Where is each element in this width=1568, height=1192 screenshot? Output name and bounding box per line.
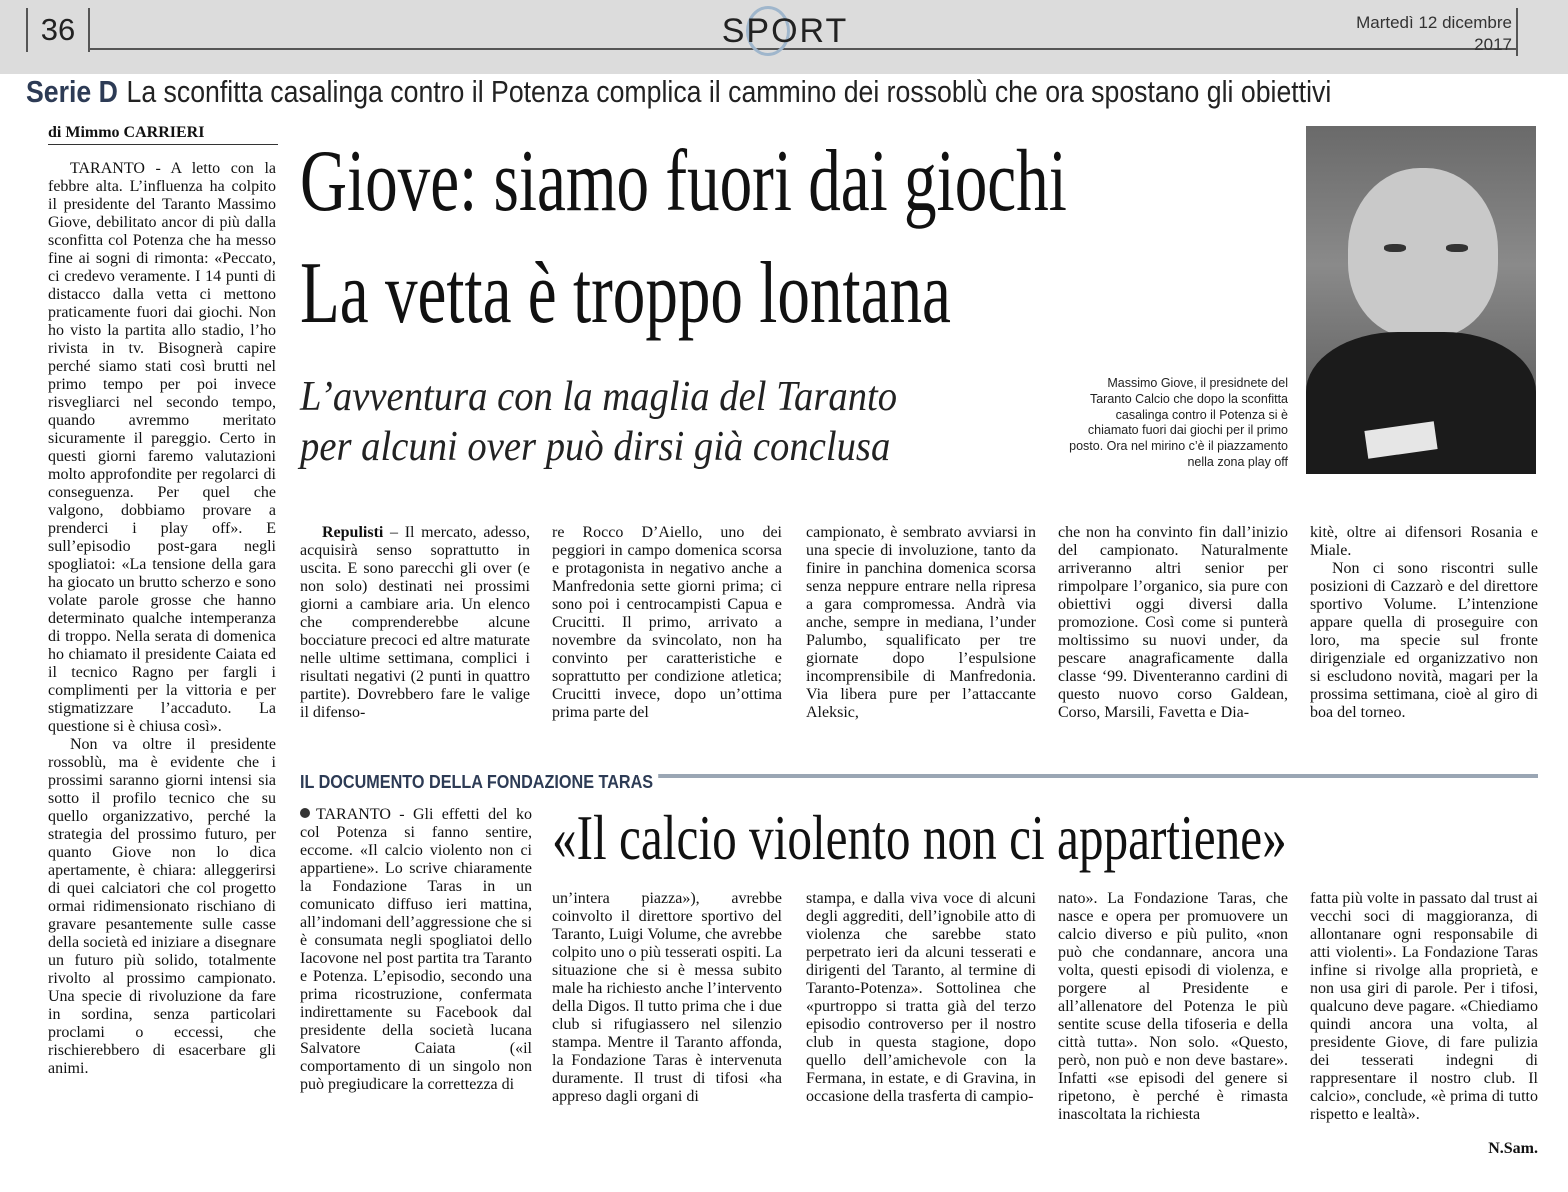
box-column-4 <box>1058 890 1288 1158</box>
box-column-2 <box>552 890 782 1158</box>
article-paragraph: re Rocco D’Aiello, uno dei peggiori in campo domenica scorsa e protagonista in negativo anche a Manfredonia sette giorni prima; ci sono poi i centrocampisti Capua e Crucitti. Il primo, arrivato a novembre da svincolato, non ha convinto per caratteristiche e soprattutto per condizione atletica; Crucitti invece, dopo un’ottima prima parte del <box>552 524 782 721</box>
paragraph-text: TARANTO - Gli effetti del ko col Potenza si fanno sentire, eccome. «Il calcio violento non ci appartiene». Lo scrive chiaramente la Fondazione Taras in un comunicato diffuso ieri mattina, all’indomani dell’aggressione che si è consumata negli spogliatoi dello Iacovone nel post partita tra Taranto e Potenza. L’episodio, secondo una prima ricostruzione, confermata indirettamente su Facebook dal presidente della società lucana Salvatore Caiata («il comportamento di un singolo non può pregiudicare la correttezza di <box>300 806 532 1093</box>
article-paragraph: TARANTO - A letto con la febbre alta. L’influenza ha colpito il presidente del Taranto Massimo Giove, debilitato ancor di più dalla sconfitta col Potenza che ha messo fine ai sogni di rimonta: «Peccato, ci credevo veramente. I 14 punti di distacco dalla vetta ci mettono praticamente fuori dai giochi. Non ho visto la partita allo stadio, l’ho rivista in tv. Bisognerà capire perché siamo stati così brutti nel primo tempo per poi invece risvegliarci nel secondo tempo, quando avremmo meritato sicuramente il pareggio. Certo in questi giorni faremo valutazioni molto approfondite per regolarci di conseguenza. Per quel che valgono, dobbiamo provare a prenderci i play off». E sull’episodio post-gara negli spogliatoi: «La tensione della gara ha giocato un brutto scherzo e sono volate parole grosse che hanno determinato qualche intemperanza di troppo. Nella serata di domenica ho chiamato il presidente Caiata ed il tecnico Ragno per fargli i complimenti per la vittoria e per stigmatizzare l’accaduto. La questione si è chiusa così». <box>48 160 276 735</box>
article-column-4 <box>1058 524 1288 746</box>
paragraph-lead: Repulisti <box>322 524 384 541</box>
kicker-text: La sconfitta casalinga contro il Potenza complica il cammino dei rossoblù che ora spostano gli obiettivi <box>126 74 1332 109</box>
article-column-5 <box>1310 524 1538 746</box>
article-paragraph: un’intera piazza»), avrebbe coinvolto il direttore sportivo del Taranto, Luigi Volume, che avrebbe colpito uno o più tesserati ospiti. La situazione che si è messa subito male ha richiesto anche l’intervento della Digos. Il tutto prima che i due club si rifugiassero nel silenzio stampa. Mentre il Taranto affonda, la Fondazione Taras è intervenuta duramente. Il trust di tifosi «ha appreso dagli organi di <box>552 890 782 1105</box>
section-label: SPORT <box>721 12 849 50</box>
headline <box>300 126 1067 350</box>
article-left-column <box>48 160 276 1160</box>
photo-caption: Massimo Giove, il presidnete del Taranto Calcio che dopo la sconfitta casalinga contro il Potenza si è chiamato fuori dai giochi per il primo posto. Ora nel mirino c’è il piazzamento nella zona play off <box>1069 376 1288 469</box>
article-paragraph: nato». La Fondazione Taras, che nasce e opera per promuovere un calcio diverso e più pulito, «non può che condannare, ancora una volta, questi episodi di violenza, e porgere al Presidente e all’allenatore del Potenza le più sentite scuse della tifoseria e della città tutta». Non solo. «Questo, però, non può e non deve bastare». Infatti «se episodi del genere si ripetono, è perché è rimasta inascoltata la richiesta <box>1058 890 1288 1123</box>
article-paragraph <box>300 524 530 722</box>
headline-line-2: La vetta è troppo lontana <box>300 245 951 342</box>
date-weekday: Martedì 12 dicembre <box>1356 13 1512 32</box>
article-column-2 <box>552 524 782 746</box>
page-number: 36 <box>26 8 90 52</box>
box-label: IL DOCUMENTO DELLA FONDAZIONE TARAS <box>300 772 658 793</box>
photo-body-shape <box>1306 332 1536 474</box>
photo-head-shape <box>1348 168 1498 338</box>
section-title <box>680 12 890 51</box>
subtitle <box>300 372 999 472</box>
headline-line-1: Giove: siamo fuori dai giochi <box>300 133 1067 230</box>
article-paragraph: che non ha convinto fin dall’inizio del campionato. Naturalmente arriveranno altri senior per rimpolpare l’organico, sia pure con obiettivi oggi diversi dalla promozione. Così come si punterà moltissimo su nuovi under, da pescare anagraficamente dalla classe ‘99. Diventeranno cardini di questo nuovo corso Galdean, Corso, Marsili, Favetta e Dia- <box>1058 524 1288 721</box>
article-paragraph: fatta più volte in passato dal trust ai vecchi soci di maggioranza, di allontanare ogni responsabile di atti violenti». La Fondazione Taras infine si rivolge alla proprietà, e non usa giri di parole. Per i tifosi, qualcuno deve pagare. «Chiediamo quindi ancora una volta, al presidente Giove, di fare pulizia dei tesserati indegni di rappresentare il nostro club. Il calcio», conclude, «è prima di tutto rispetto e lealtà». <box>1310 890 1538 1123</box>
article-paragraph: Non ci sono riscontri sulle posizioni di Cazzarò e del direttore sportivo Volume. L’intenzione appare quella di proseguire con loro, ma specie sul fronte dirigenziale ed organizzativo non si escludono novità, magari per la prossima settimana, cioè al giro di boa del torneo. <box>1310 560 1538 721</box>
box-column-3 <box>806 890 1036 1158</box>
article-paragraph: stampa, e dalla viva voce di alcuni degli aggrediti, dell’ignobile atto di violenza che sarebbe stato perpetrato ieri da alcuni tesserati e dirigenti del Taranto, al termine di Taranto-Potenza». Sottolinea che «purtroppo si tratta già del terzo episodio controverso per il nostro club in questa stagione, dopo quello dell’amichevole con la Fermana, in estate, e di Gravina, in occasione della trasferta di campio- <box>806 890 1036 1105</box>
article-paragraph: Non va oltre il presidente rossoblù, ma è evidente che i prossimi saranno giorni intensi sia sotto il profilo tecnico che su quello organizzativo, perché la strategia del prossimo futuro, per quanto Giove non lo dica apertamente, è chiara: alleggerirsi di quei calciatori che col progetto ormai ridimensionato rischiano di gravare pesantemente sulle casse della società ed iniziare a disegnare un futuro più solido, totalmente rivolto al prossimo campionato. Una specie di rivoluzione da fare in sordina, senza particolari proclami o eccessi, che rischierebbero di esacerbare gli animi. <box>48 736 276 1077</box>
portrait-photo <box>1306 126 1536 474</box>
box-column-1 <box>300 806 532 1158</box>
article-paragraph <box>300 806 532 1094</box>
article-paragraph: kitè, oltre ai difensori Rosania e Miale. <box>1310 524 1538 559</box>
photo-eye-shape <box>1446 244 1468 252</box>
article-column-1 <box>300 524 530 746</box>
photo-eye-shape <box>1384 244 1406 252</box>
bullet-icon <box>300 808 310 818</box>
subtitle-line-2: per alcuni over può dirsi già conclusa <box>300 424 891 470</box>
league-tag: Serie D <box>26 74 118 109</box>
kicker <box>26 74 1333 122</box>
article-paragraph: campionato, è sembrato avviarsi in una specie di involuzione, tanto da finire in panchina domenica scorsa senza neppure entrare nella ripresa a gara compromessa. Andrà via anche, sempre in mediana, l’under Palumbo, squalificato per tre giornate dopo l’espulsione incomprensibile di Manfredonia. Via libera pure per l’attaccante Aleksic, <box>806 524 1036 721</box>
date-year: 2017 <box>1474 35 1512 54</box>
subtitle-line-1: L’avventura con la maglia del Taranto <box>300 374 898 420</box>
dateline <box>1292 12 1512 56</box>
box-signoff: N.Sam. <box>1488 1140 1538 1157</box>
box-column-5 <box>1310 890 1538 1138</box>
byline: di Mimmo CARRIERI <box>48 124 278 145</box>
page-header <box>0 0 1568 74</box>
paragraph-text: – Il mercato, adesso, acquisirà senso soprattutto in uscita. E sono parecchi gli over (e non solo) destinati nei prossimi giorni a cambiare aria. Un elenco che comprenderebbe alcune bocciature precoci ed altre maturate nelle ultime settimana, complici i risultati negativi (2 punti in quattro partite). Dovrebbero fare le valige il difenso- <box>300 524 530 721</box>
article-column-3 <box>806 524 1036 746</box>
date-rule <box>1516 8 1518 56</box>
box-headline: «Il calcio violento non ci appartiene» <box>552 802 1287 873</box>
